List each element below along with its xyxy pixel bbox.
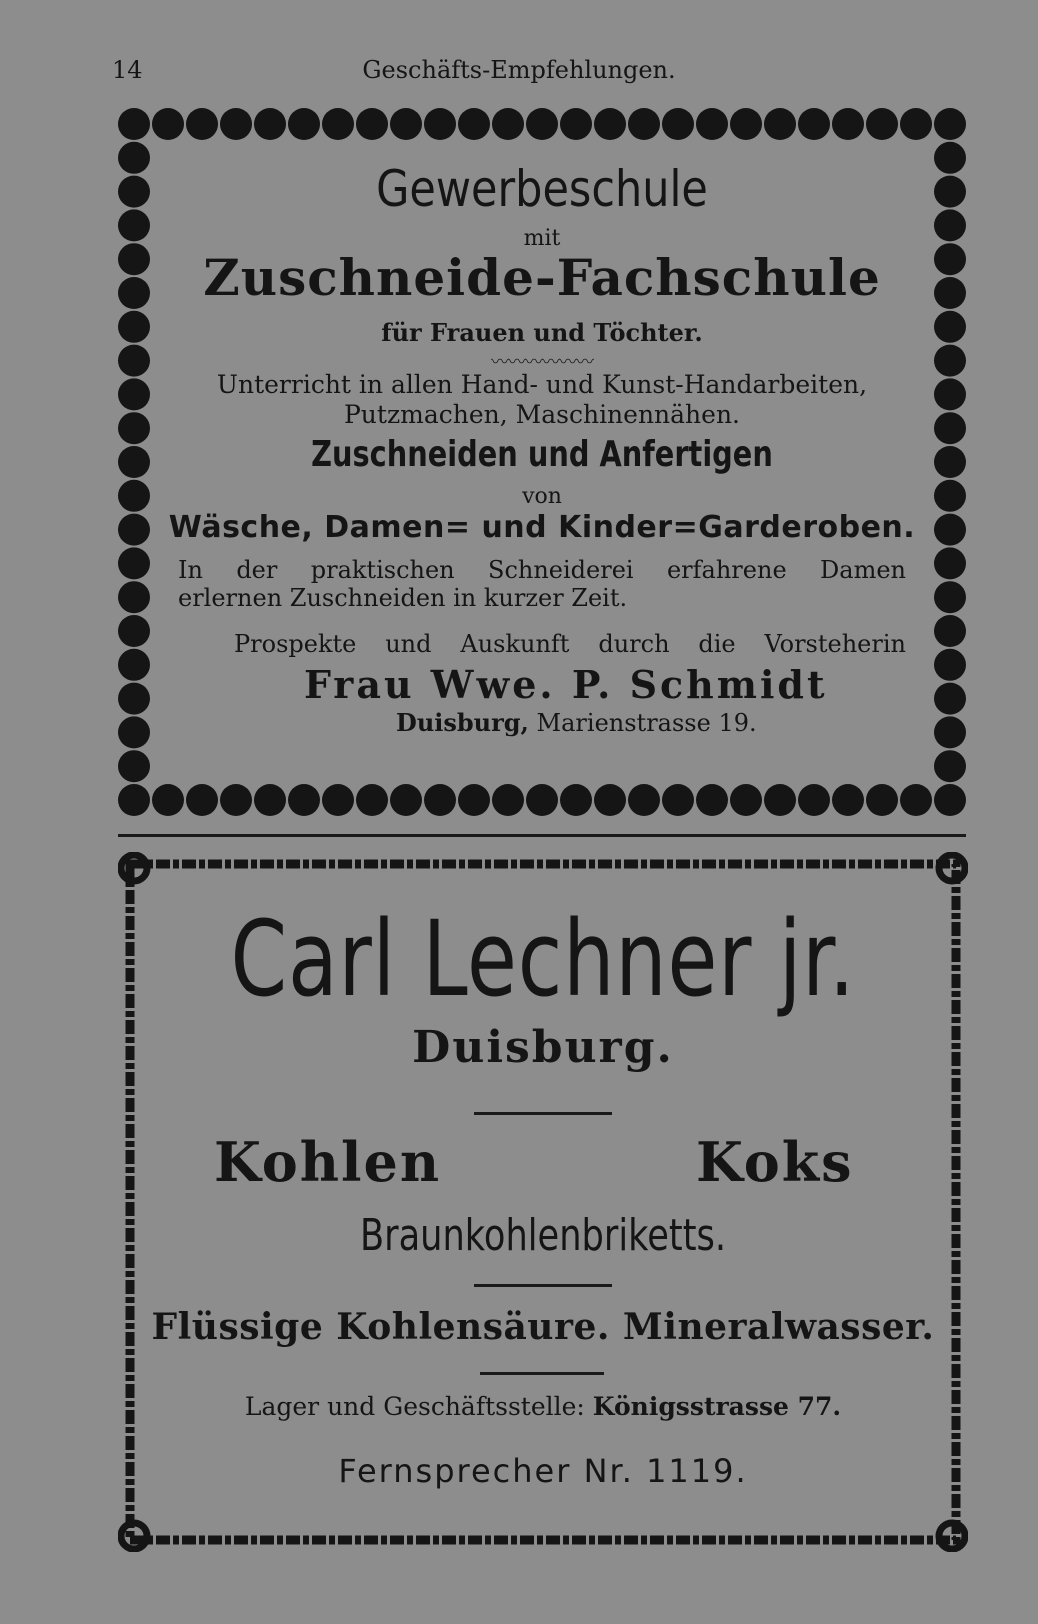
garments-text: Wäsche, Damen= und Kinder=Garderoben. [168, 510, 916, 545]
connector-text: mit [523, 226, 561, 251]
short-rule [474, 1284, 612, 1287]
practical-line-2: erlernen Zuschneiden in kurzer Zeit. [178, 584, 628, 612]
advertisement-lechner [118, 852, 968, 1552]
school-subtitle: Zuschneide-Fachschule [203, 248, 881, 307]
divider-rule [118, 834, 966, 837]
school-title: Gewerbeschule [376, 160, 708, 218]
contact-street: Marienstrasse 19. [536, 709, 757, 737]
page-number: 14 [112, 56, 143, 84]
contact-name: Frau Wwe. P. Schmidt [304, 662, 828, 707]
short-rule [480, 1372, 604, 1375]
wavy-ornament: 〰〰〰〰〰〰 [491, 352, 593, 373]
business-address [118, 1392, 968, 1421]
product-briketts: Braunkohlenbriketts. [359, 1210, 727, 1261]
company-name: Carl Lechner jr. [230, 898, 856, 1020]
product-kohlen: Kohlen [214, 1130, 442, 1194]
address-label: Lager und Geschäftsstelle: [244, 1392, 585, 1421]
info-line: Prospekte und Auskunft durch die Vorsteherin [234, 630, 906, 658]
audience-text: für Frauen und Töchter. [381, 318, 703, 347]
lessons-line-1: Unterricht in allen Hand- und Kunst-Handarbeiten, [216, 370, 868, 399]
contact-address [396, 708, 757, 737]
products-line: Flüssige Kohlensäure. Mineralwasser. [151, 1306, 935, 1348]
advertisement-gewerbeschule [118, 108, 966, 816]
address-value: Königsstrasse 77. [592, 1392, 842, 1421]
practical-line-1: In der praktischen Schneiderei erfahrene Damen [178, 556, 906, 584]
product-koks: Koks [696, 1130, 854, 1194]
contact-city: Duisburg, [396, 708, 529, 737]
short-rule [474, 1112, 612, 1115]
running-head: Geschäfts-Empfehlungen. [362, 56, 676, 84]
von-text: von [522, 484, 562, 509]
phone-number: Fernsprecher Nr. 1119. [338, 1452, 748, 1490]
section-heading: Zuschneiden und Anfertigen [311, 434, 773, 475]
company-city: Duisburg. [412, 1022, 674, 1073]
lessons-line-2: Putzmachen, Maschinennähen. [343, 400, 741, 429]
